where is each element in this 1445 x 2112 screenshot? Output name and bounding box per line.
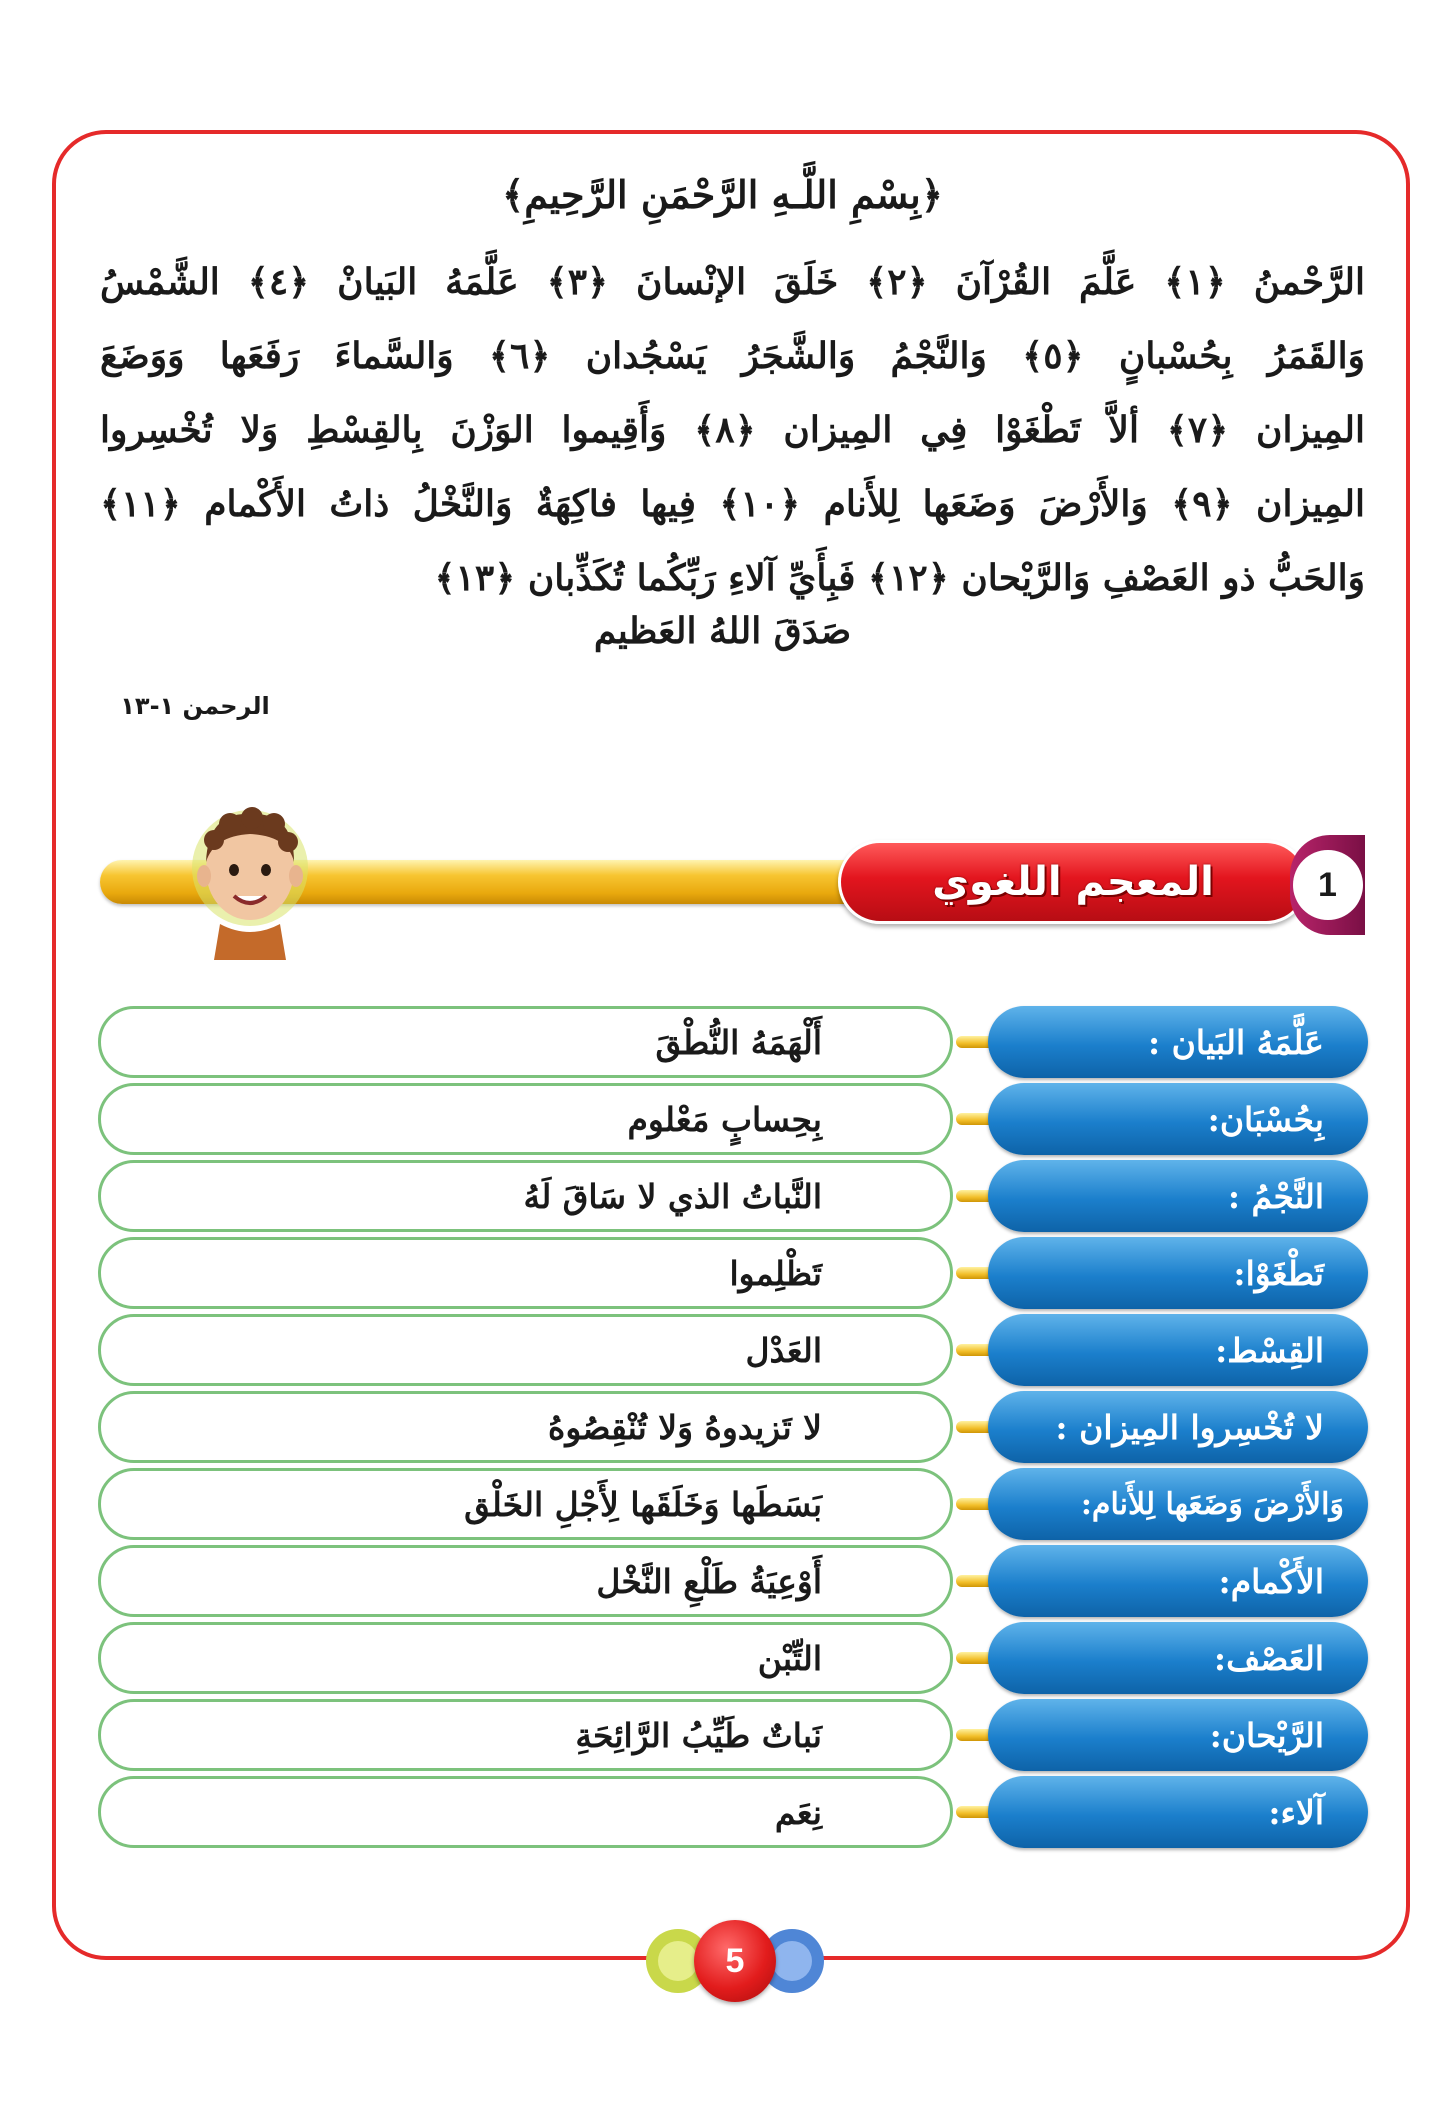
- vocab-row: [98, 1545, 1368, 1622]
- vocab-row: [98, 1237, 1368, 1314]
- verse-line-5: وَالحَبُّ ذو العَصْفِ وَالرَّيْحان ﴿١٢﴾ فَبِأَيِّ آلاءِ رَبِّكُما تُكَذِّبان ﴿١٣﴾: [434, 557, 1365, 599]
- vocab-meaning: لا تَزيدوهُ وَلا تُنْقِصُوهُ: [98, 1391, 953, 1463]
- basmala: ﴿بِسْمِ اللَّـهِ الرَّحْمَنِ الرَّحِيمِ﴾: [501, 172, 944, 217]
- vocab-meaning: النَّباتُ الذي لا سَاقَ لَهُ: [98, 1160, 953, 1232]
- section-title-pill: [838, 840, 1308, 924]
- vocab-row: [98, 1468, 1368, 1545]
- vocab-row: [98, 1160, 1368, 1237]
- vocab-term: آلاء:: [988, 1776, 1368, 1848]
- section-title: المعجم اللغوي: [932, 859, 1214, 905]
- vocab-meaning: نِعَم: [98, 1776, 953, 1848]
- vocab-term: الرَّيْحان:: [988, 1699, 1368, 1771]
- vocab-term: النَّجْمُ :: [988, 1160, 1368, 1232]
- verse-line-3: المِيزان ﴿٧﴾ ألاَّ تَطْغَوْا فِي المِيزان ﴿٨﴾ وَأَقِيموا الوَزْنَ بِالقِسْطِ وَلا تُخْسِروا: [100, 409, 1366, 451]
- vocab-meaning: تَظْلِموا: [98, 1237, 953, 1309]
- vocab-term: الأَكْمام:: [988, 1545, 1368, 1617]
- verse-line-2: وَالقَمَرُ بِحُسْبانٍ ﴿٥﴾ وَالنَّجْمُ وَالشَّجَرُ يَسْجُدان ﴿٦﴾ وَالسَّماءَ رَفَعَها وَوَضَعَ: [100, 335, 1365, 377]
- closing-phrase: صَدَقَ اللهُ العَظيم: [593, 610, 852, 652]
- vocab-row: [98, 1622, 1368, 1699]
- page-number: 5: [694, 1920, 776, 2002]
- vocab-meaning: أَلْهَمَهُ النُّطْقَ: [98, 1006, 953, 1078]
- verse-line-1: الرَّحْمنُ ﴿١﴾ عَلَّمَ القُرْآنَ ﴿٢﴾ خَلَقَ الإنْسانَ ﴿٣﴾ عَلَّمَهُ البَيانْ ﴿٤﴾ الشَّمْسُ: [100, 261, 1366, 303]
- section-number: 1: [1293, 850, 1363, 920]
- vocab-meaning: العَدْل: [98, 1314, 953, 1386]
- vocab-row: [98, 1776, 1368, 1853]
- vocab-row: [98, 1391, 1368, 1468]
- vocab-row: [98, 1006, 1368, 1083]
- vocab-term: لا تُخْسِروا المِيزان :: [988, 1391, 1368, 1463]
- boy-avatar-icon: [190, 800, 310, 960]
- vocabulary-list: [98, 1006, 1368, 1853]
- vocab-meaning: أَوْعِيَةُ طَلْعِ النَّخْل: [98, 1545, 953, 1617]
- vocab-term: وَالأَرْضَ وَضَعَها لِلأَنام:: [988, 1468, 1368, 1540]
- vocab-term: تَطْغَوْا:: [988, 1237, 1368, 1309]
- vocab-row: [98, 1699, 1368, 1776]
- vocab-term: بِحُسْبَان:: [988, 1083, 1368, 1155]
- vocab-row: [98, 1083, 1368, 1160]
- vocab-meaning: بَسَطَها وَخَلَقَها لِأَجْلِ الخَلْق: [98, 1468, 953, 1540]
- vocab-term: العَصْف:: [988, 1622, 1368, 1694]
- section-number-tab: [1290, 835, 1365, 935]
- vocab-term: القِسْط:: [988, 1314, 1368, 1386]
- verses-block: [100, 245, 1365, 615]
- vocab-row: [98, 1314, 1368, 1391]
- verse-reference: الرحمن ١-١٣: [120, 692, 270, 720]
- vocab-term: عَلَّمَهُ البَيان :: [988, 1006, 1368, 1078]
- vocab-meaning: بِحِسابٍ مَعْلوم: [98, 1083, 953, 1155]
- vocab-meaning: التِّبْن: [98, 1622, 953, 1694]
- vocab-meaning: نَباتٌ طَيِّبُ الرَّائِحَةِ: [98, 1699, 953, 1771]
- verse-line-4: المِيزان ﴿٩﴾ وَالأَرْضَ وَضَعَها لِلأَنام ﴿١٠﴾ فِيها فاكِهَةٌ وَالنَّخْلُ ذاتُ الأَكْمام ﴿١١﴾: [100, 483, 1365, 525]
